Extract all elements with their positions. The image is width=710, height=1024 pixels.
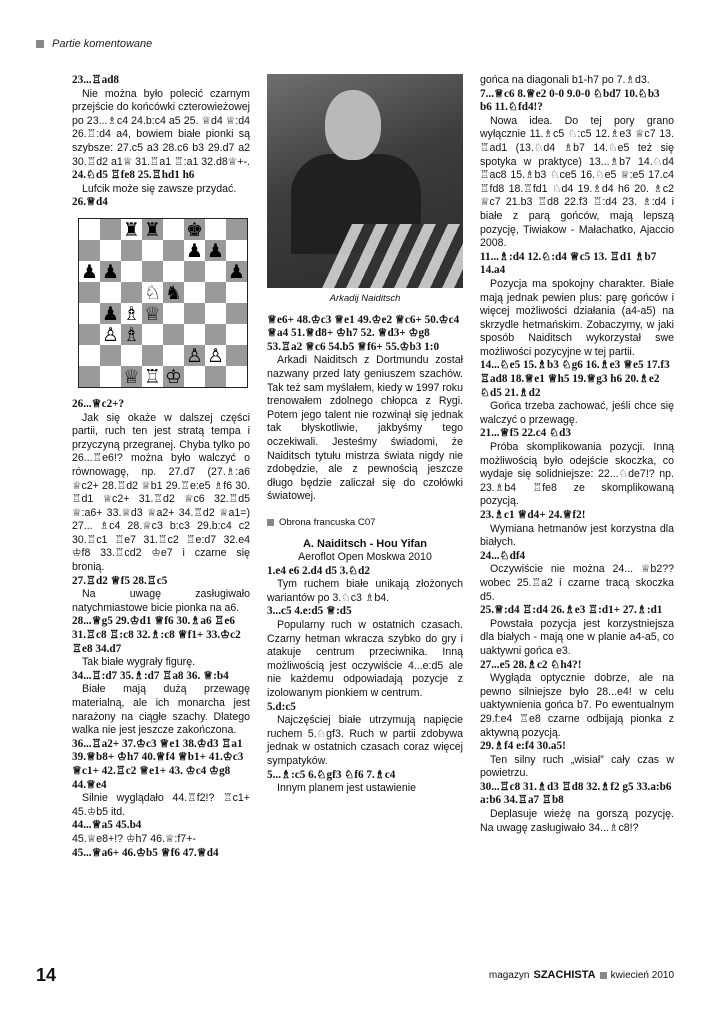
opening-section-label	[267, 516, 463, 530]
move-line: 45...♕a6+ 46.♔b5 ♕f6 47.♕d4	[72, 846, 219, 859]
move-line: 14...♘e5 15.♗b3 ♘g6 16.♗e3 ♕e5 17.f3 ♖ad8 18.♕e1 ♕h5 19.♕g3 h6 20.♗e2 ♘d5 21.♗d2	[480, 359, 670, 399]
board-square	[163, 324, 184, 345]
player-photo	[267, 74, 463, 288]
board-square	[205, 219, 226, 240]
chess-piece-icon	[123, 366, 140, 387]
issue-date: kwiecień 2010	[610, 969, 674, 981]
commentary-paragraph: Nowa idea. Do tej pory grano wyłącznie 11.♗c5 ♘:c5 12.♗e3 ♕c7 13. ♖ad1 (13.♘d4 ♗b7 14.♘e5 też się spotyka w praktyce) 13...♗b7 14.♘d4 ♖ac8 15.♗b3 ♘ce5 16.♘e5 ♕:e5 17.c4 ♖fd8 18.♖fd1 ♘d4 19.♗d4 h6 20. ♗c2 ♕c7 21.b3 ♖d8 22.f3 ♖:d4 23. ♗:d4 i białe z parą gońców, mają lepszą pozycję, Tiwiakow - Małachatko, Ajaccio 2008.	[480, 114, 674, 250]
chess-piece-icon	[207, 345, 224, 367]
commentary-paragraph: Najczęściej białe utrzymują napięcie ruchem 5.♘gf3. Ruch w partii zdobywa jednak w ostatnich czasach coraz więcej sympatyków.	[267, 714, 463, 767]
chess-piece-icon	[165, 366, 182, 387]
chess-piece-icon	[102, 261, 119, 283]
chess-piece-icon	[186, 345, 203, 367]
chess-piece-icon	[165, 282, 182, 304]
chess-piece-icon	[144, 219, 161, 241]
move-line: 24.♘d5 ♖fe8 25.♖hd1 h6	[72, 169, 195, 182]
photo-caption: Arkadij Naiditsch	[329, 293, 401, 304]
commentary-paragraph: Oczywiście nie można 24... ♕b2?? wobec 25.♖a2 i czarne tracą skoczka d5.	[480, 563, 674, 603]
move-line: 26.♕d4	[72, 196, 108, 209]
move-line: 44...♕a5 45.b4	[72, 819, 142, 832]
board-square	[163, 219, 184, 240]
board-square	[121, 240, 142, 261]
board-square	[205, 303, 226, 324]
board-square	[205, 282, 226, 303]
section-marker-icon	[36, 40, 44, 48]
board-square	[100, 240, 121, 261]
board-square	[226, 240, 247, 261]
chess-piece-icon	[102, 324, 119, 346]
chess-piece-icon	[228, 261, 245, 283]
chess-piece-icon	[144, 366, 161, 387]
commentary-paragraph: gońca na diagonali b1-h7 po 7.♗d3.	[480, 74, 650, 86]
move-line: 34...♖:d7 35.♗:d7 ♖a8 36. ♕:b4	[72, 669, 229, 682]
commentary-paragraph: Białe mają dużą przewagę materialną, ale ich monarcha jest narażony na ciągłe szachy. Dlatego walka nie jest jeszcze zakończona.	[72, 683, 250, 737]
board-square	[142, 345, 163, 366]
board-square	[100, 366, 121, 387]
board-square	[79, 366, 100, 387]
column-3	[480, 74, 674, 835]
move-line: 5.d:c5	[267, 700, 296, 713]
move-line: 27.♖d2 ♕f5 28.♖c5	[72, 574, 168, 587]
commentary-paragraph: Wygląda optycznie dobrze, ale na pewno silniejsze było 28...e4! w celu uaktywnienia gońca b7. Po ewentualnym 29.f:e4 ♖e8 czarne odbijają pionka z aktywną pozycją.	[480, 672, 674, 739]
commentary-paragraph: Jak się okaże w dalszej części partii, ruch ten jest stratą tempa i przyczyną przegranej. Chyba tylko po 26...♖e6!? można było walczyć o równowagę, np. 27.d7 (27.♗:a6 ♕c2+ 28.♖d2 ♕b1 29.♖e:e5 ♗f6 30. ♖d1 ♕c2+ 31.♖d2 ♕c6 32.♖d5 ♕:a6+ 33.♕d3 ♕a2+ 34.♖d2 ♕a1=) 27... ♗c4 28.♕c3 b:c3 29.b:c4 c2 30.♖c1 ♖e7 31.♖c2 ♖e:d7 32.e4 ♔f8 33.♖cd2 ♔e7 i czarne się bronią.	[72, 411, 250, 574]
column-2-top-text	[267, 314, 463, 504]
move-line: 27...e5 28.♗c2 ♘h4?!	[480, 658, 582, 671]
page-header	[36, 36, 152, 52]
commentary-paragraph: Gońca trzeba zachować, jeśli chce się walczyć o przewagę.	[480, 400, 674, 426]
move-line: 21...♕f5 22.c4 ♘d3	[480, 427, 571, 440]
column-1-top-text	[72, 74, 250, 210]
chess-piece-icon	[81, 261, 98, 283]
page-footer	[36, 964, 674, 986]
chess-piece-icon	[144, 282, 161, 304]
board-square	[184, 282, 205, 303]
board-square	[184, 324, 205, 345]
board-square	[100, 282, 121, 303]
chess-diagram	[78, 218, 248, 388]
move-line: 29.♗f4 e:f4 30.a5!	[480, 740, 566, 753]
commentary-paragraph: Ten silny ruch „wisiał” cały czas w powietrzu.	[480, 753, 674, 780]
magazine-prefix: magazyn	[488, 969, 530, 981]
board-square	[100, 219, 121, 240]
page-number: 14	[36, 964, 57, 985]
commentary-paragraph: Pozycja ma spokojny charakter. Białe mają jednak pewien plus: parę gońców i więcej możliwości działania (a4-a5) na skrzydle hetmańskim. Zobaczymy, w jaki sposób Naiditsch wykorzystał swe możliwości pozycyjne w tej partii.	[480, 277, 674, 358]
board-square	[205, 366, 226, 387]
board-square	[226, 366, 247, 387]
board-square	[184, 303, 205, 324]
commentary-paragraph: Wymiana hetmanów jest korzystna dla białych.	[480, 522, 674, 549]
move-line: 30...♖c8 31.♗d3 ♖d8 32.♗f2 g5 33.a:b6 a:b6 34.♖a7 ♖b8	[480, 780, 672, 807]
move-line: 5...♗:c5 6.♘gf3 ♘f6 7.♗c4	[267, 768, 396, 781]
commentary-paragraph: Popularny ruch w ostatnich czasach. Czarny hetman wkracza szybko do gry i atakuje centrum przeciwnika. Inną możliwością jest oczywiście 4...e:d5 ale nie każdemu odpowiadają pozycje z izolowanym pionkiem w centrum.	[267, 619, 463, 700]
board-square	[163, 240, 184, 261]
board-square	[205, 324, 226, 345]
board-square	[79, 324, 100, 345]
commentary-paragraph: Innym planem jest ustawienie	[277, 782, 416, 795]
board-square	[100, 345, 121, 366]
board-square	[226, 303, 247, 324]
column-1-bottom-text	[72, 398, 250, 860]
move-line: 7...♕c6 8.♕e2 0-0 9.0-0 ♘bd7 10.♘b3 b6 11.♘fd4!?	[480, 87, 660, 114]
commentary-paragraph: Na uwagę zasługiwało natychmiastowe bicie pionka na a6.	[72, 588, 250, 614]
column-1	[72, 74, 250, 860]
board-square	[205, 261, 226, 282]
move-line: ♕e6+ 48.♔c3 ♕e1 49.♔e2 ♕c6+ 50.♔c4 ♕a4 51.♕d8+ ♔h7 52. ♕d3+ ♔g8 53.♖a2 ♕c6 54.b5 ♕f6+ 55.♔b3 1:0	[267, 313, 460, 353]
board-square	[226, 345, 247, 366]
chess-piece-icon	[102, 303, 119, 325]
column-2	[267, 74, 463, 796]
move-line: 26...♕c2+?	[72, 397, 125, 410]
commentary-paragraph: Próba skomplikowania pozycji. Inną możliwością było odejście skoczka, co wydaje się solidniejsze: 22...♘de7!? np. 23.♗b4 ♖fe8 ze skomplikowaną pozycją.	[480, 441, 674, 508]
board-square	[163, 261, 184, 282]
board-square	[79, 219, 100, 240]
board-square	[163, 345, 184, 366]
commentary-paragraph: Deplasuje wieżę na gorszą pozycję. Na uwagę zasługiwało 34...♗c8!?	[480, 808, 674, 834]
board-square	[226, 282, 247, 303]
chess-piece-icon	[186, 240, 203, 262]
commentary-paragraph: Tak białe wygrały figurę.	[82, 656, 196, 669]
board-square	[184, 366, 205, 387]
chess-piece-icon	[123, 303, 140, 325]
chess-piece-icon	[207, 240, 224, 262]
game-event: Aeroflot Open Moskwa 2010	[298, 551, 432, 564]
chess-piece-icon	[123, 324, 140, 346]
commentary-paragraph: Tym ruchem białe unikają złożonych wariantów po 3.♘c3 ♗b4.	[267, 578, 463, 604]
board-square	[79, 303, 100, 324]
move-line: 24...♘df4	[480, 549, 526, 562]
commentary-paragraph: Arkadi Naiditsch z Dortmundu został nazwany przed laty geniuszem szachów. Tak też sam myślałem, kiedy w 1997 roku trenowałem zdolnego chłopca z Rygi. Potem jego talent nie rozwinął się jednak tak błyskotliwie, jakbyśmy tego oczekiwali. Jesteśmy świadomi, że Naiditsch tytułu mistrza świata nigdy nie zdobędzie, ale z pewnością jeszcze długo będzie zaliczał się do czołówki światowej.	[267, 354, 463, 503]
board-square	[79, 345, 100, 366]
commentary-paragraph: Powstała pozycja jest korzystniejsza dla białych - mają one w planie a4-a5, co uaktywni gońca e3.	[480, 617, 674, 657]
section-marker-icon	[267, 519, 274, 526]
move-line: 23.♗c1 ♕d4+ 24.♕f2!	[480, 509, 586, 521]
board-square	[226, 219, 247, 240]
move-line: 23...♖ad8	[72, 74, 120, 86]
photo-figure-head	[325, 90, 381, 160]
separator-icon	[600, 972, 607, 979]
chess-piece-icon	[186, 219, 203, 241]
board-square	[226, 324, 247, 345]
board-square	[163, 303, 184, 324]
chess-board	[79, 219, 247, 387]
chess-piece-icon	[123, 219, 140, 241]
commentary-paragraph: Silnie wyglądało 44.♖f2!? ♖c1+ 45.♔b5 itd.	[72, 792, 250, 818]
magazine-name: SZACHISTA	[533, 969, 596, 981]
move-line: 25.♕:d4 ♖:d4 26.♗e3 ♖:d1+ 27.♗:d1	[480, 604, 663, 617]
board-square	[142, 261, 163, 282]
opening-name: Obrona francuska C07	[279, 516, 376, 528]
move-line: 11...♗:d4 12.♘:d4 ♕c5 13. ♖d1 ♗b7 14.a4	[480, 250, 657, 277]
board-square	[121, 261, 142, 282]
board-square	[184, 261, 205, 282]
move-line: 3...c5 4.e:d5 ♕:d5	[267, 605, 352, 618]
board-square	[79, 240, 100, 261]
game-title: A. Naiditsch - Hou Yifan	[302, 537, 428, 550]
move-line: 28...♕g5 29.♔d1 ♕f6 30.♗a6 ♖e6 31.♖c8 ♖:c8 32.♗:c8 ♕f1+ 33.♔c2 ♖e8 34.d7	[72, 615, 241, 655]
commentary-paragraph: Lufcik może się zawsze przydać.	[82, 182, 237, 195]
board-square	[79, 282, 100, 303]
chess-piece-icon	[144, 303, 161, 325]
section-title: Partie komentowane	[52, 38, 153, 50]
move-line: 1.e4 e6 2.d4 d5 3.♘d2	[267, 564, 370, 577]
column-2-bottom-text	[267, 565, 463, 796]
board-square	[142, 240, 163, 261]
board-square	[142, 324, 163, 345]
board-square	[121, 345, 142, 366]
magazine-info	[489, 969, 674, 981]
move-line: 36...♖a2+ 37.♔c3 ♕e1 38.♔d3 ♖a1 39.♕b8+ ♔h7 40.♕f4 ♕b1+ 41.♔c3 ♕c1+ 42.♖c2 ♕e1+ 43. ♔c4 ♔g8 44.♕e4	[72, 737, 244, 791]
board-square	[121, 282, 142, 303]
column-3-text	[480, 74, 674, 835]
commentary-paragraph: 45.♕e8+!? ♔h7 46.♕:f7+-	[72, 832, 196, 845]
commentary-paragraph: Nie można było polecić czarnym przejście do końcówki czterowieżowej po 23...♗c4 24.b:c4 a5 25. ♕d4 ♕:d4 26.♖:d4 a4, bowiem białe pionki są szybsze: 27.c5 a3 28.c6 b3 29.d7 a2 30.♖d2 a1♕ 31.♖a1 ♖:a1 32.d8♕+-.	[72, 87, 250, 168]
